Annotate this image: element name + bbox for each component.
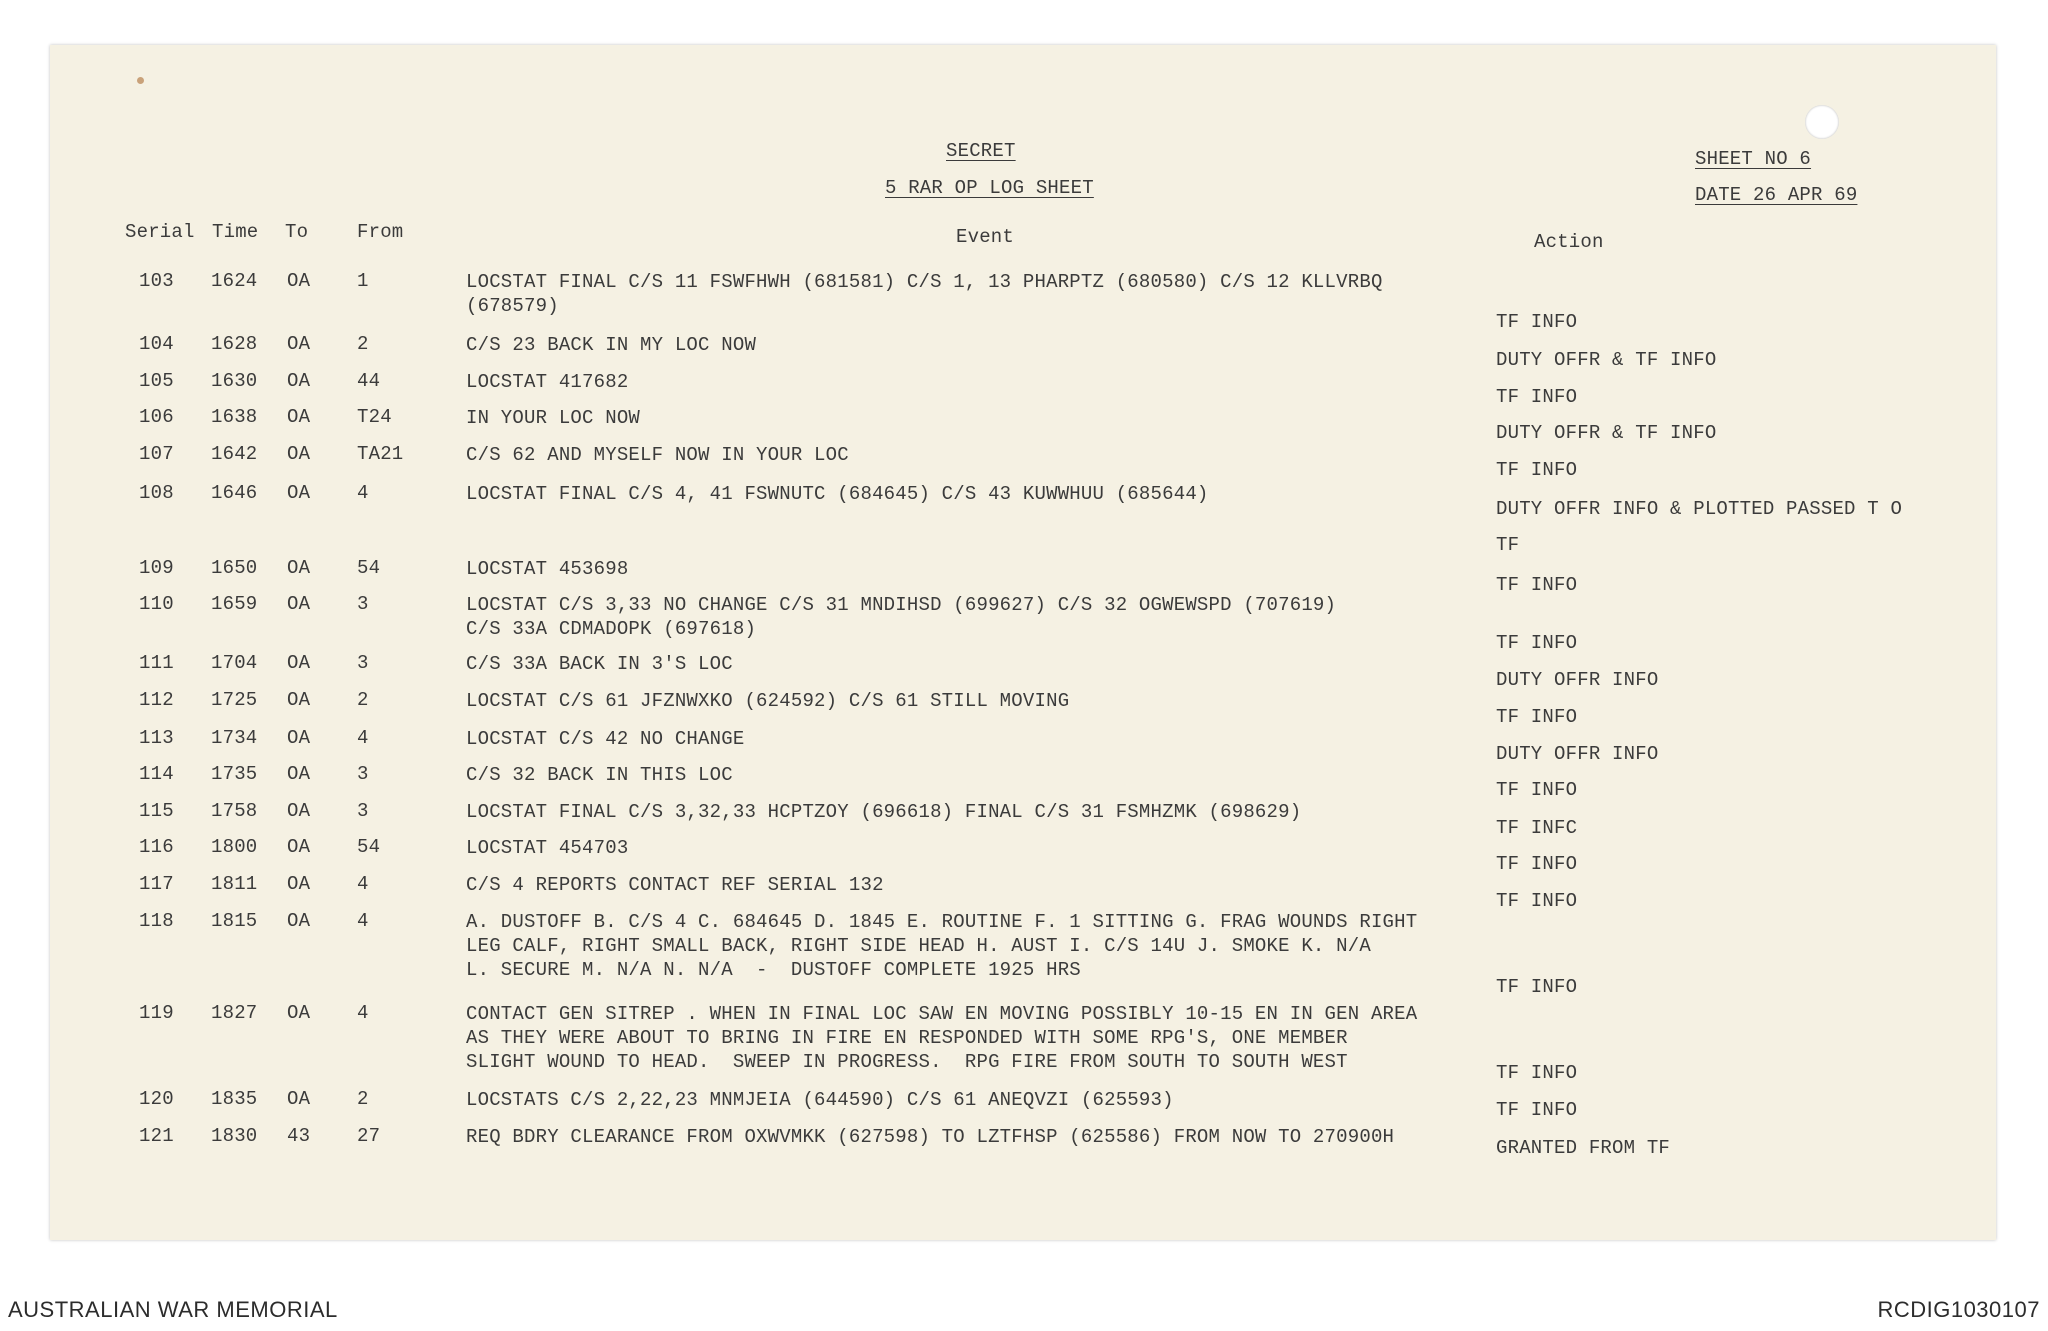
entry-action: TF INFO [1496,311,1578,333]
entry-serial: 107 [139,443,174,465]
entry-action: TF INFO [1496,1062,1578,1084]
classification-heading: SECRET [946,140,1016,162]
entry-to: OA [287,652,311,674]
column-header-to: To [285,221,309,243]
entry-event: LOCSTAT FINAL C/S 3,32,33 HCPTZOY (696618) FINAL C/S 31 FSMHZMK (698629) [466,801,1302,823]
entry-action: GRANTED FROM TF [1496,1137,1671,1159]
log-title: 5 RAR OP LOG SHEET [885,177,1094,199]
entry-from: 1 [357,270,369,292]
column-header-serial: Serial [125,221,195,243]
entry-from: 3 [357,593,369,615]
entry-serial: 118 [139,910,174,932]
entry-from: 2 [357,1088,369,1110]
entry-to: OA [287,689,311,711]
entry-time: 1815 [211,910,258,932]
entry-action: TF INFO [1496,574,1578,596]
entry-action: DUTY OFFR INFO [1496,743,1659,765]
entry-event: IN YOUR LOC NOW [466,407,641,429]
entry-from: 3 [357,652,369,674]
entry-from: 4 [357,482,369,504]
entry-event: LOCSTAT 417682 [466,371,629,393]
entry-from: 2 [357,689,369,711]
entry-event: LOCSTAT C/S 3,33 NO CHANGE C/S 31 MNDIHSD (699627) C/S 32 OGWEWSPD (707619) C/S 33A CDMADOPK (697618) [466,594,1337,640]
archive-credit: AUSTRALIAN WAR MEMORIAL [8,1297,338,1322]
entry-time: 1659 [211,593,258,615]
entry-to: OA [287,1002,311,1024]
entry-event: LOCSTAT C/S 42 NO CHANGE [466,728,745,750]
entry-time: 1642 [211,443,258,465]
entry-time: 1758 [211,800,258,822]
entry-serial: 103 [139,270,174,292]
entry-event: LOCSTAT FINAL C/S 4, 41 FSWNUTC (684645) C/S 43 KUWWHUU (685644) [466,483,1209,505]
entry-to: OA [287,557,311,579]
entry-from: 27 [357,1125,381,1147]
entry-action: TF INFO [1496,779,1578,801]
entry-action: TF INFO [1496,632,1578,654]
entry-serial: 115 [139,800,174,822]
entry-event: LOCSTAT FINAL C/S 11 FSWFHWH (681581) C/S 1, 13 PHARPTZ (680580) C/S 12 KLLVRBQ (678579) [466,271,1383,317]
entry-serial: 111 [139,652,174,674]
entry-action: TF INFO [1496,976,1578,998]
entry-from: TA21 [357,443,404,465]
entry-event: C/S 33A BACK IN 3'S LOC [466,653,733,675]
entry-to: OA [287,1088,311,1110]
column-header-time: Time [212,221,259,243]
entry-from: 3 [357,763,369,785]
entry-action: TF INFO [1496,853,1578,875]
entry-to: OA [287,593,311,615]
entry-serial: 112 [139,689,174,711]
entry-to: OA [287,800,311,822]
entry-time: 1734 [211,727,258,749]
entry-serial: 121 [139,1125,174,1147]
entry-event: LOCSTATS C/S 2,22,23 MNMJEIA (644590) C/S 61 ANEQVZI (625593) [466,1089,1174,1111]
entry-serial: 110 [139,593,174,615]
entry-action: TF INFO [1496,386,1578,408]
entry-serial: 106 [139,406,174,428]
entry-action: DUTY OFFR & TF INFO [1496,422,1717,444]
column-header-action: Action [1534,231,1604,253]
entry-serial: 120 [139,1088,174,1110]
entry-event: C/S 32 BACK IN THIS LOC [466,764,733,786]
entry-action: TF INFO [1496,459,1578,481]
document-reference: RCDIG1030107 [1877,1297,2040,1322]
entry-event: C/S 62 AND MYSELF NOW IN YOUR LOC [466,444,849,466]
entry-serial: 117 [139,873,174,895]
entry-event: REQ BDRY CLEARANCE FROM OXWVMKK (627598) TO LZTFHSP (625586) FROM NOW TO 270900H [466,1126,1395,1148]
entry-time: 1638 [211,406,258,428]
entry-action: TF INFO [1496,1099,1578,1121]
entry-serial: 119 [139,1002,174,1024]
entry-time: 1628 [211,333,258,355]
entry-action: TF INFO [1496,706,1578,728]
entry-serial: 108 [139,482,174,504]
column-header-from: From [357,221,404,243]
column-header-event: Event [956,226,1015,248]
entry-action: TF INFC [1496,817,1578,839]
entry-time: 1835 [211,1088,258,1110]
punch-hole [1805,105,1839,139]
entry-from: 2 [357,333,369,355]
entry-to: OA [287,443,311,465]
entry-event: C/S 23 BACK IN MY LOC NOW [466,334,757,356]
entry-serial: 114 [139,763,174,785]
entry-action: TF INFO [1496,890,1578,912]
entry-serial: 109 [139,557,174,579]
entry-to: OA [287,727,311,749]
entry-time: 1827 [211,1002,258,1024]
entry-to: OA [287,370,311,392]
entry-from: 3 [357,800,369,822]
entry-time: 1624 [211,270,258,292]
entry-time: 1735 [211,763,258,785]
entry-time: 1704 [211,652,258,674]
entry-serial: 104 [139,333,174,355]
entry-serial: 113 [139,727,174,749]
entry-serial: 105 [139,370,174,392]
entry-event: LOCSTAT 453698 [466,558,629,580]
entry-to: OA [287,910,311,932]
entry-to: OA [287,270,311,292]
paper-stain [137,77,144,84]
entry-action: DUTY OFFR INFO [1496,669,1659,691]
entry-serial: 116 [139,836,174,858]
entry-from: 54 [357,836,381,858]
entry-event: C/S 4 REPORTS CONTACT REF SERIAL 132 [466,874,884,896]
entry-event: LOCSTAT 454703 [466,837,629,859]
entry-time: 1725 [211,689,258,711]
entry-to: OA [287,763,311,785]
entry-from: 54 [357,557,381,579]
entry-to: OA [287,482,311,504]
entry-time: 1650 [211,557,258,579]
entry-action: DUTY OFFR & TF INFO [1496,349,1717,371]
sheet-number: SHEET NO 6 [1695,148,1812,170]
entry-to: OA [287,836,311,858]
entry-from: 4 [357,1002,369,1024]
entry-from: 44 [357,370,381,392]
entry-from: T24 [357,406,392,428]
entry-time: 1800 [211,836,258,858]
entry-event: LOCSTAT C/S 61 JFZNWXKO (624592) C/S 61 STILL MOVING [466,690,1070,712]
entry-action: DUTY OFFR INFO & PLOTTED PASSED T O TF [1496,498,1903,556]
entry-from: 4 [357,910,369,932]
entry-time: 1830 [211,1125,258,1147]
sheet-date: DATE 26 APR 69 [1695,184,1858,206]
entry-to: OA [287,873,311,895]
entry-from: 4 [357,727,369,749]
entry-to: OA [287,333,311,355]
entry-time: 1630 [211,370,258,392]
entry-time: 1646 [211,482,258,504]
entry-from: 4 [357,873,369,895]
entry-event: CONTACT GEN SITREP . WHEN IN FINAL LOC SAW EN MOVING POSSIBLY 10-15 EN IN GEN AREA AS THEY WERE ABOUT TO BRING IN FIRE EN RESPONDED WITH SOME RPG'S, ONE MEMBER SLIGHT WOUND TO HEAD. SWEEP IN PROGRESS. RPG FIRE FROM SOUTH TO SOUTH WEST [466,1003,1418,1073]
entry-to: OA [287,406,311,428]
entry-to: 43 [287,1125,311,1147]
entry-time: 1811 [211,873,258,895]
entry-event: A. DUSTOFF B. C/S 4 C. 684645 D. 1845 E. ROUTINE F. 1 SITTING G. FRAG WOUNDS RIGHT LEG CALF, RIGHT SMALL BACK, RIGHT SIDE HEAD H. AUST I. C/S 14U J. SMOKE K. N/A L. SECURE M. N/A N. N/A - DUSTOFF COMPLETE 1925 HRS [466,911,1418,981]
